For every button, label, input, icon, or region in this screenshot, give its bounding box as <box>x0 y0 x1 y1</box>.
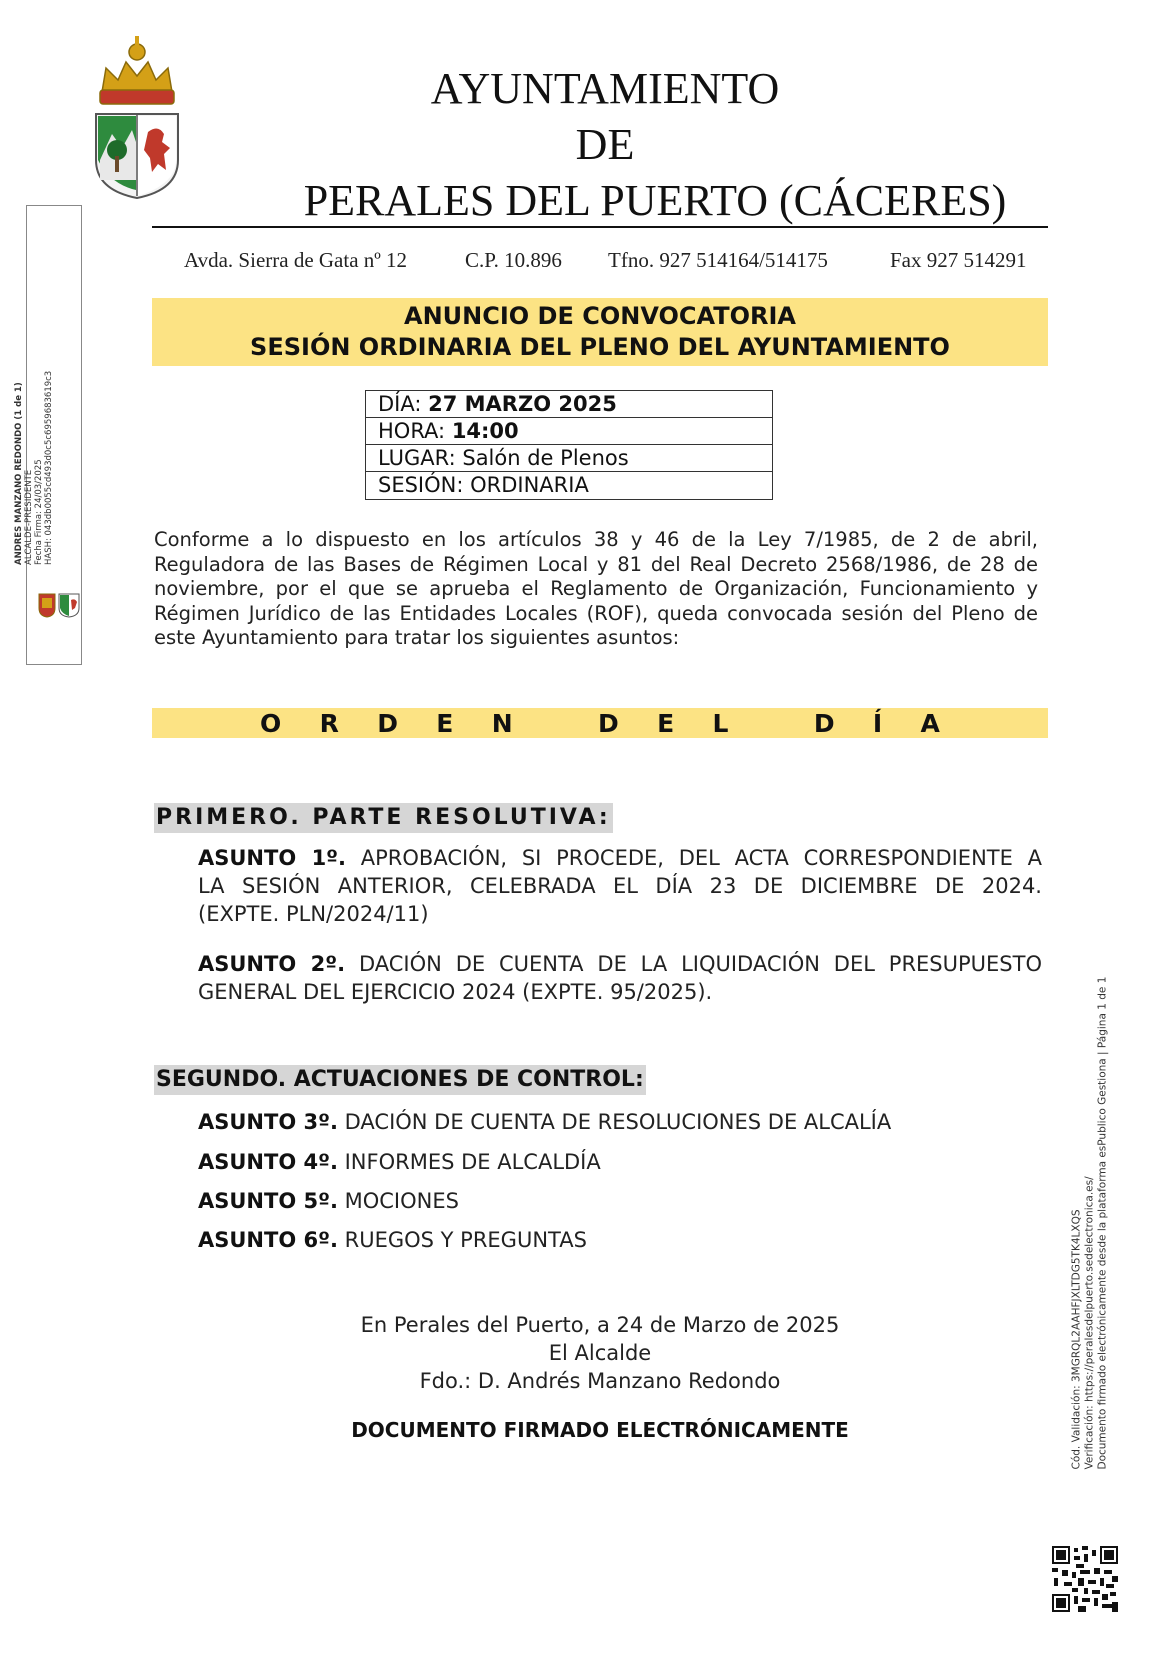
asunto-3-text: DACIÓN DE CUENTA DE RESOLUCIONES DE ALCALÍA <box>337 1110 892 1134</box>
hora-label: HORA: <box>378 419 452 443</box>
orden-letter: D <box>598 709 619 738</box>
asunto-4-label: ASUNTO 4º. <box>198 1150 338 1174</box>
header-phone: Tfno. 927 514164/514175 <box>608 248 828 272</box>
header-title-line1: AYUNTAMIENTO <box>430 64 780 113</box>
banner-line1: ANUNCIO DE CONVOCATORIA <box>404 302 796 330</box>
info-row-sesion: SESIÓN: ORDINARIA <box>378 473 589 497</box>
orden-letter: R <box>319 709 339 738</box>
qr-code-icon <box>1052 1546 1118 1612</box>
info-row-hora <box>366 418 772 445</box>
orden-letter: D <box>813 709 835 738</box>
verification-text <box>1071 950 1110 1470</box>
intro-line: Conforme a lo dispuesto en los artículos 38 y 46 de la Ley 7/1985, de 2 de abril, <box>154 528 1038 551</box>
asunto-3 <box>198 1108 1042 1136</box>
header-fax: Fax 927 514291 <box>890 248 1027 272</box>
orden-del-dia-title <box>260 710 940 738</box>
orden-letter: D <box>377 709 398 738</box>
asunto-2 <box>198 950 1042 1006</box>
banner-line2: SESIÓN ORDINARIA DEL PLENO DEL AYUNTAMIENTO <box>250 333 950 361</box>
section-segundo-heading: SEGUNDO. ACTUACIONES DE CONTROL: <box>154 1065 646 1095</box>
orden-letter: E <box>657 709 675 738</box>
verification-url[interactable]: Verificación: https://peralesdelpuerto.sedelectronica.es/ <box>1083 1176 1096 1470</box>
asunto-6 <box>198 1226 1042 1254</box>
stamp-hash: HASH: 043db0055cd493d0c5c6959683619c3 <box>44 370 54 565</box>
asunto-1-label: ASUNTO 1º. <box>198 846 347 870</box>
asunto-2-label: ASUNTO 2º. <box>198 952 346 976</box>
asunto-2-text: DACIÓN DE CUENTA DE LA LIQUIDACIÓN DEL PRESUPUESTO <box>345 952 1042 976</box>
session-info-table <box>365 390 773 500</box>
footer-place-date: En Perales del Puerto, a 24 de Marzo de 2025 <box>360 1313 840 1337</box>
signature-stamp-text <box>14 205 54 565</box>
signed-electronically-note: DOCUMENTO FIRMADO ELECTRÓNICAMENTE <box>351 1418 849 1442</box>
header-title-line2: DE <box>575 120 635 169</box>
footer-role: El Alcalde <box>548 1341 652 1365</box>
asunto-4-text: INFORMES DE ALCALDÍA <box>337 1150 601 1174</box>
intro-line: Reguladora de las Bases de Régimen Local y 81 del Real Decreto 2568/1986, de 28 de <box>154 552 1038 576</box>
header-rule <box>152 226 1048 228</box>
intro-paragraph <box>154 528 1038 651</box>
intro-line: este Ayuntamiento para tratar los siguientes asuntos: <box>154 626 680 649</box>
dia-label: DÍA: <box>378 392 429 416</box>
stamp-role: ALCALDE-PRESIDENTE <box>24 469 34 565</box>
orden-gap <box>551 710 560 738</box>
stamp-coat-of-arms-icon <box>37 590 81 618</box>
header-address: Avda. Sierra de Gata nº 12 <box>184 248 408 272</box>
orden-letter: O <box>260 709 282 738</box>
orden-letter: N <box>491 709 513 738</box>
info-row-dia <box>366 391 772 418</box>
hora-value: 14:00 <box>451 419 519 443</box>
asunto-1-text: (EXPTE. PLN/2024/11) <box>198 902 429 926</box>
asunto-5-label: ASUNTO 5º. <box>198 1189 338 1213</box>
asunto-4 <box>198 1148 1042 1176</box>
asunto-3-label: ASUNTO 3º. <box>198 1110 338 1134</box>
verification-platform: Documento firmado electrónicamente desde la plataforma esPublico Gestiona | Página 1 de 1 <box>1096 976 1109 1470</box>
asunto-1-text: LA SESIÓN ANTERIOR, CELEBRADA EL DÍA 23 DE DICIEMBRE DE 2024. <box>198 874 1042 898</box>
announcement-banner <box>152 298 1048 366</box>
dia-value: 27 MARZO 2025 <box>428 392 617 416</box>
verification-code: Cód. Validación: 3MGRQL2AAHFJXLTDG5TK4LXQS <box>1070 1209 1083 1470</box>
section-primero-heading: PRIMERO. PARTE RESOLUTIVA: <box>154 803 613 833</box>
orden-letter: Í <box>872 709 883 738</box>
asunto-6-text: RUEGOS Y PREGUNTAS <box>337 1228 587 1252</box>
orden-gap <box>767 710 776 738</box>
asunto-5 <box>198 1187 1042 1215</box>
orden-letter: L <box>712 709 729 738</box>
asunto-1 <box>198 844 1042 928</box>
intro-line: noviembre, por el que se aprueba el Reglamento de Organización, Funcionamiento y <box>154 577 1038 600</box>
asunto-2-text: GENERAL DEL EJERCICIO 2024 (EXPTE. 95/2025). <box>198 980 713 1004</box>
asunto-6-label: ASUNTO 6º. <box>198 1228 338 1252</box>
header-postal-code: C.P. 10.896 <box>465 248 562 272</box>
orden-letter: E <box>436 709 454 738</box>
orden-letter: A <box>920 709 940 738</box>
asunto-5-text: MOCIONES <box>337 1189 459 1213</box>
footer-signer: Fdo.: D. Andrés Manzano Redondo <box>419 1369 781 1393</box>
header-title-line3: PERALES DEL PUERTO (CÁCERES) <box>303 176 1007 225</box>
info-row-lugar: LUGAR: Salón de Plenos <box>366 445 772 472</box>
intro-line: Régimen Jurídico de las Entidades Locales (ROF), queda convocada sesión del Pleno de <box>154 601 1038 625</box>
asunto-1-text: APROBACIÓN, SI PROCEDE, DEL ACTA CORRESPONDIENTE A <box>346 846 1042 870</box>
stamp-date: Fecha Firma: 24/03/2025 <box>34 459 44 565</box>
stamp-name: ANDRES MANZANO REDONDO (1 de 1) <box>14 382 24 565</box>
